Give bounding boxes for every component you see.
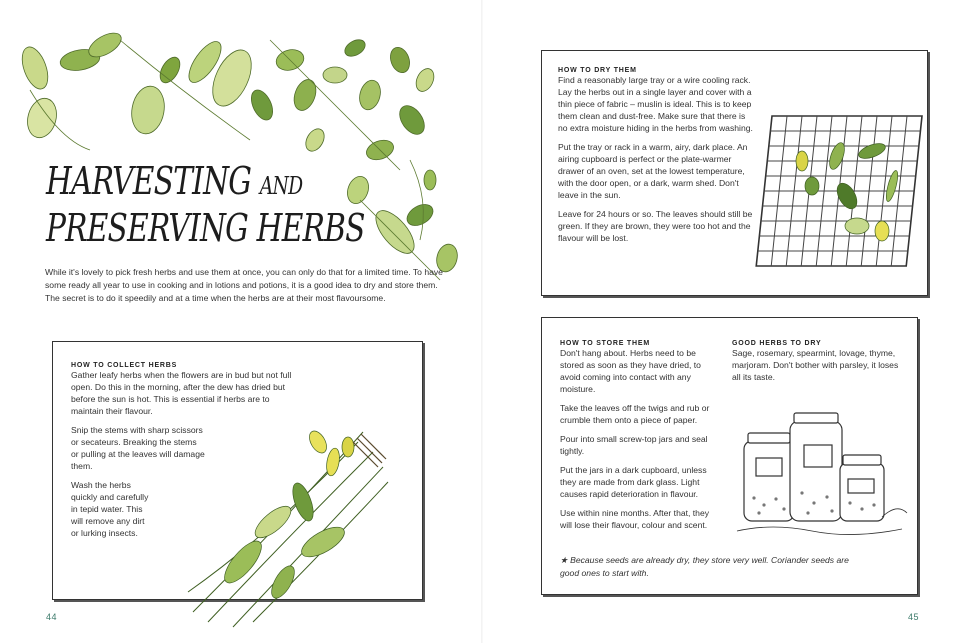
title-preserving-herbs: PRESERVING HERBS (46, 206, 365, 250)
collect-p2: Snip the stems with sharp scissors or secateurs. Breaking the stems or pulling at the leaves will damage them. (71, 425, 205, 471)
page-number-left: 44 (46, 612, 58, 622)
store-p4: Put the jars in a dark cupboard, unless they are made from dark glass. Light causes rapid deterioration in flavour. (560, 465, 707, 499)
seeds-footnote: ★ Because seeds are already dry, they store very well. Coriander seeds are good ones to start with. (560, 555, 849, 578)
title-and: AND (259, 172, 303, 200)
good-herbs-heading: GOOD HERBS TO DRY (732, 340, 822, 347)
intro-paragraph: While it's lovely to pick fresh herbs and use them at once, you can only do that for a limited time. To have some ready all year to use in cooking and in lotions and potions, it is a good idea to dry and store them. The secret is to do it speedily and at a time when the herbs are at their most flavoursome. (45, 267, 443, 303)
good-herbs-section (732, 340, 902, 390)
collect-p1: Gather leafy herbs when the flowers are in bud but not full open. Do this in the morning, after the dew has dried but before the sun is hot. This is essential if herbs are to maintain their flavour. (71, 370, 292, 416)
good-herbs-text: Sage, rosemary, spearmint, lovage, thyme, marjoram. Don't bother with parsley, it loses all its taste. (732, 348, 899, 382)
page-title (46, 160, 376, 249)
left-page (0, 0, 482, 643)
store-herbs-text (560, 340, 720, 538)
drying-rack-illustration (752, 116, 922, 276)
dry-p1: Find a reasonably large tray or a wire cooling rack. Lay the herbs out in a single layer and cover with a thin piece of fabric – muslin is ideal. This is to keep them clean and dust-free. Make sure that there is no extra moisture hiding in the herbs from washing. (558, 75, 753, 133)
page-number-right: 45 (908, 612, 920, 622)
collect-herbs-box (52, 341, 423, 600)
collect-p3: Wash the herbs quickly and carefully in tepid water. This will remove any dirt or lurking insects. (71, 480, 149, 538)
dry-herbs-box (541, 50, 928, 296)
title-harvesting: HARVESTING (46, 159, 252, 203)
dry-herbs-text (558, 67, 753, 251)
store-p3: Pour into small screw-top jars and seal tightly. (560, 434, 708, 456)
store-p1: Don't hang about. Herbs need to be stored as soon as they have dried, to avoid coming into contact with any moisture. (560, 348, 701, 394)
collect-heading: HOW TO COLLECT HERBS (71, 362, 178, 369)
storage-jars-illustration (732, 413, 912, 543)
store-p5: Use within nine months. After that, they will lose their flavour, colour and scent. (560, 508, 710, 530)
store-heading: HOW TO STORE THEM (560, 340, 650, 347)
dry-p2: Put the tray or rack in a warm, airy, dark place. An airing cupboard is perfect or the plate-warmer drawer of an oven, set at the lowest temperature, with the door open, or a dark, warm shed. Don't leave in the sun. (558, 142, 748, 200)
store-herbs-box (541, 317, 918, 595)
herb-leaves-illustration (0, 0, 482, 300)
dry-p3: Leave for 24 hours or so. The leaves should still be green. If they are brown, they were too hot and the flavour will be lost. (558, 209, 753, 243)
dry-heading: HOW TO DRY THEM (558, 67, 637, 74)
store-p2: Take the leaves off the twigs and rub or crumble them onto a piece of paper. (560, 403, 710, 425)
herb-bundle-illustration (173, 372, 433, 642)
